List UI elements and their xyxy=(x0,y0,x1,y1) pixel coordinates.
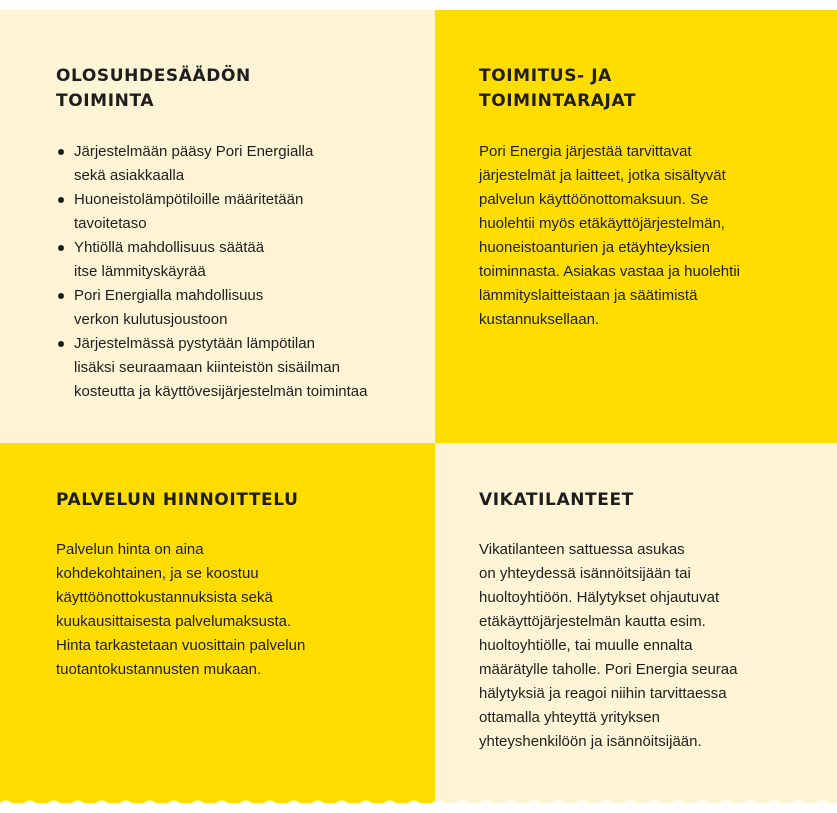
paragraph-line: kuukausittaisesta palvelumaksusta. xyxy=(56,613,292,630)
heading-palvelun-hinnoittelu xyxy=(56,488,299,513)
list-item-line: sekä asiakkaalla xyxy=(74,167,185,184)
paragraph-line: järjestelmät ja laitteet, jotka sisältyvät xyxy=(479,167,726,184)
paragraph-line: kustannuksellaan. xyxy=(479,311,600,328)
paragraph-line: kohdekohtainen, ja se koostuu xyxy=(56,565,259,582)
paragraph-line: määrätylle taholle. Pori Energia seuraa xyxy=(479,661,738,678)
paragraph-line: huolehtii myös etäkäyttöjärjestelmän, xyxy=(479,215,725,232)
paragraph-line: yhteyshenkilöön ja isännöitsijään. xyxy=(479,733,702,750)
paragraph-vikatilanteet xyxy=(479,538,737,754)
list-item-line: Yhtiöllä mahdollisuus säätää xyxy=(74,239,265,256)
heading-vikatilanteet xyxy=(479,488,634,513)
panel-palvelun-hinnoittelu xyxy=(0,443,435,803)
paragraph-toimitus xyxy=(479,140,740,332)
list-item xyxy=(56,140,367,188)
panel-vikatilanteet xyxy=(435,443,837,803)
list-item-line: verkon kulutusjoustoon xyxy=(74,311,228,328)
list-item-line: tavoitetaso xyxy=(74,215,147,232)
heading-line: OLOSUHDESÄÄDÖN xyxy=(56,66,251,86)
panel-toimitus-ja-toimintarajat xyxy=(435,10,837,443)
paragraph-hinnoittelu xyxy=(56,538,305,682)
list-item xyxy=(56,188,367,236)
list-item xyxy=(56,236,367,284)
paragraph-line: Hinta tarkastetaan vuosittain palvelun xyxy=(56,637,306,654)
panel-olosuhdesaadon-toiminta xyxy=(0,10,435,443)
heading-toimitus-ja-toimintarajat xyxy=(479,64,636,114)
paragraph-line: huoltoyhtiölle, tai muulle ennalta xyxy=(479,637,693,654)
paragraph-line: tuotantokustannusten mukaan. xyxy=(56,661,262,678)
heading-line: TOIMITUS- JA xyxy=(479,66,612,86)
paragraph-line: Palvelun hinta on aina xyxy=(56,541,204,558)
bottom-wavy-edge xyxy=(0,794,837,813)
paragraph-line: Vikatilanteen sattuessa asukas xyxy=(479,541,685,558)
paragraph-line: on yhteydessä isännöitsijään tai xyxy=(479,565,691,582)
paragraph-line: käyttöönottokustannuksista sekä xyxy=(56,589,273,606)
heading-line: PALVELUN HINNOITTELU xyxy=(56,490,299,510)
paragraph-line: toiminnasta. Asiakas vastaa ja huolehtii xyxy=(479,263,740,280)
paragraph-line: Pori Energia järjestää tarvittavat xyxy=(479,143,692,160)
paragraph-line: palvelun käyttöönottomaksuun. Se xyxy=(479,191,709,208)
feature-list xyxy=(56,140,367,404)
list-item-line: kosteutta ja käyttövesijärjestelmän toimintaa xyxy=(74,383,368,400)
paragraph-line: huoneistoanturien ja etäyhteyksien xyxy=(479,239,710,256)
list-item-line: Pori Energialla mahdollisuus xyxy=(74,287,264,304)
heading-olosuhdesaadon-toiminta xyxy=(56,64,251,114)
paragraph-line: ottamalla yhteyttä yrityksen xyxy=(479,709,660,726)
list-item-line: Järjestelmässä pystytään lämpötilan xyxy=(74,335,315,352)
list-item-line: itse lämmityskäyrää xyxy=(74,263,206,280)
heading-line: TOIMINTA xyxy=(56,91,155,111)
list-item-line: Huoneistolämpötiloille määritetään xyxy=(74,191,304,208)
list-item xyxy=(56,284,367,332)
list-item xyxy=(56,332,367,404)
list-item-line: Järjestelmään pääsy Pori Energialla xyxy=(74,143,314,160)
paragraph-line: etäkäyttöjärjestelmän kautta esim. xyxy=(479,613,706,630)
paragraph-line: huoltoyhtiöön. Hälytykset ohjautuvat xyxy=(479,589,720,606)
heading-line: VIKATILANTEET xyxy=(479,490,634,510)
heading-line: TOIMINTARAJAT xyxy=(479,91,637,111)
list-item-line: lisäksi seuraamaan kiinteistön sisäilman xyxy=(74,359,340,376)
paragraph-line: lämmityslaitteistaan ja säätimistä xyxy=(479,287,698,304)
paragraph-line: hälytyksiä ja reagoi niihin tarvittaessa xyxy=(479,685,727,702)
